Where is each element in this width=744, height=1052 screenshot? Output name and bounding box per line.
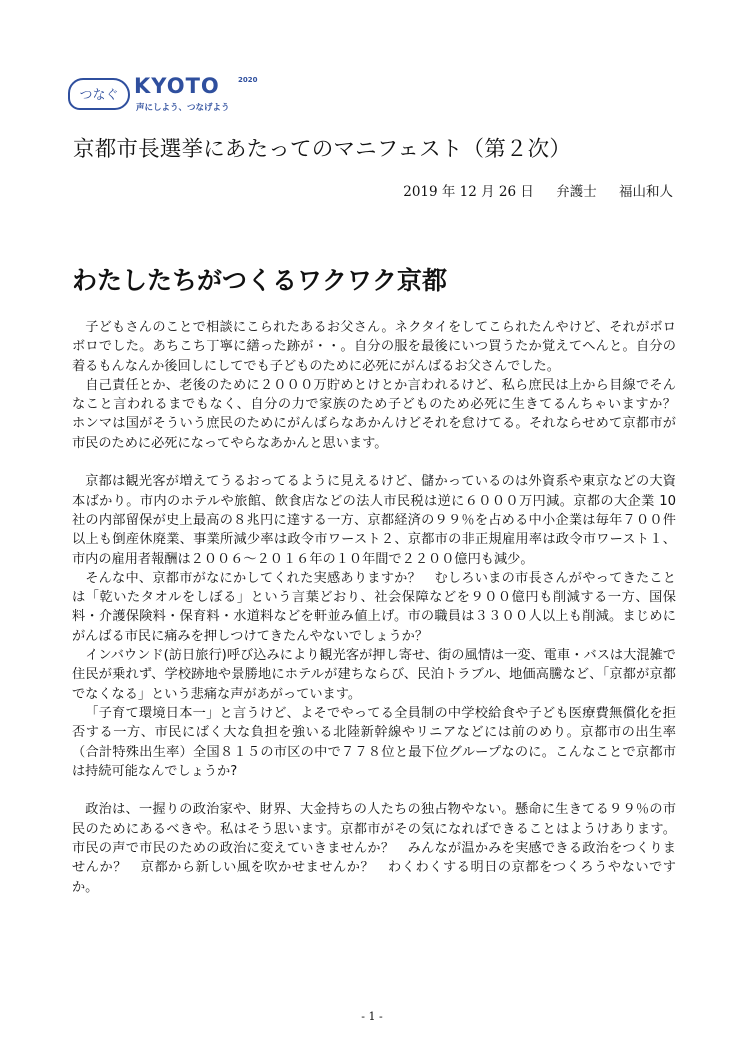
kyoto2020-logo [68,70,268,118]
document-body [72,318,690,897]
document-date: 2019 年 12 月 26 日 [403,184,534,200]
paragraph: 子どもさんのことで相談にこられたあるお父さん。ネクタイをしてこられたんやけど、それがボロボロでした。あちこち丁寧に繕った跡が・・。自分の服を最後にいつ買うたか覚えてへんと。自分の着るもんなんか後回しにしてでも子どものために必死にがんばるお父さんでした。 [72,320,676,374]
paragraph: 「子育て環境日本一」と言うけど、よそでやってる全員制の中学校給食や子ども医療費無償化を拒否する一方、市民にばく大な負担を強いる北陸新幹線やリニアなどには前のめり。京都市の出生率（合計特殊出生率）全国８１５の市区の中で７７８位と最下位グループなのに。こんなことで京都市は持続可能なんでしょうか? [72,705,676,779]
paragraph-gap [72,453,676,472]
headline: わたしたちがつくるワクワク京都 [72,266,448,295]
logo-badge: つなぐ [68,78,130,110]
logo-tagline: 声にしよう、つなげよう [136,103,230,113]
document-title: 京都市長選挙にあたってのマニフェスト（第２次） [73,137,572,162]
logo-year: 2020 [238,76,258,84]
paragraph: 自己責任とか、老後のために２０００万貯めとけとか言われるけど、私ら庶民は上から目線でそんなこと言われるまでもなく、自分の力で家族のため子どものため必死に生きてるんちゃいますか？ ホンマは国がそういう庶民のためにがんばらなあかんけどそれを怠けてる。それならせめて京都市が市民のために必死になってやらなあかんと思います。 [72,377,690,451]
author-role: 弁護士 [556,184,597,200]
page-number: - 1 - [361,1010,383,1023]
document-meta [403,180,673,200]
paragraph: インバウンド(訪日旅行)呼び込みにより観光客が押し寄せ、街の風情は一変、電車・バスは大混雑で住民が乗れず、学校跡地や景勝地にホテルが建ちならび、民泊トラブル、地価高騰など、「京都が京都でなくなる」という悲痛な声があがっています。 [72,648,676,702]
paragraph: 政治は、一握りの政治家や、財界、大金持ちの人たちの独占物やない。懸命に生きてる９９％の市民のためにあるべきや。私はそう思います。京都市がその気になればできることはようけあります。市民の声で市民のための政治に変えていきませんか？ みんなが温かみを実感できる政治をつくりませんか？ 京都から新しい風を吹かせませんか？ わくわくする明日の京都をつくろうやないですか。 [72,802,676,895]
paragraph-gap [72,781,676,800]
paragraph: そんな中、京都市がなにかしてくれた実感ありますか？ むしろいまの市長さんがやってきたことは「乾いたタオルをしぼる」という言葉どおり、社会保障などを９００億円も削減する一方、国保料・介護保険料・保育料・水道料などを軒並み値上げ。市の職員は３３００人以上も削減。まじめにがんばる市民に痛みを押しつけてきたんやないでしょうか？ [72,570,676,644]
author-name: 福山和人 [619,184,673,200]
logo-name: KYOTO [134,74,220,98]
paragraph: 京都は観光客が増えてうるおってるように見えるけど、儲かっているのは外資系や東京などの大資本ばかり。市内のホテルや旅館、飲食店などの法人市民税は逆に６０００万円減。京都の大企業 10 社の内部留保が史上最高の８兆円に達する一方、京都経済の９９％を占める中小企業は毎年７００件以上も倒産休廃業、事業所減少率は政令市ワースト２、京都市の非正規雇用率は政令市ワースト１、市内の雇用者報酬は２００６～２０１６年の１０年間で２２００億円も減少。 [72,474,676,567]
